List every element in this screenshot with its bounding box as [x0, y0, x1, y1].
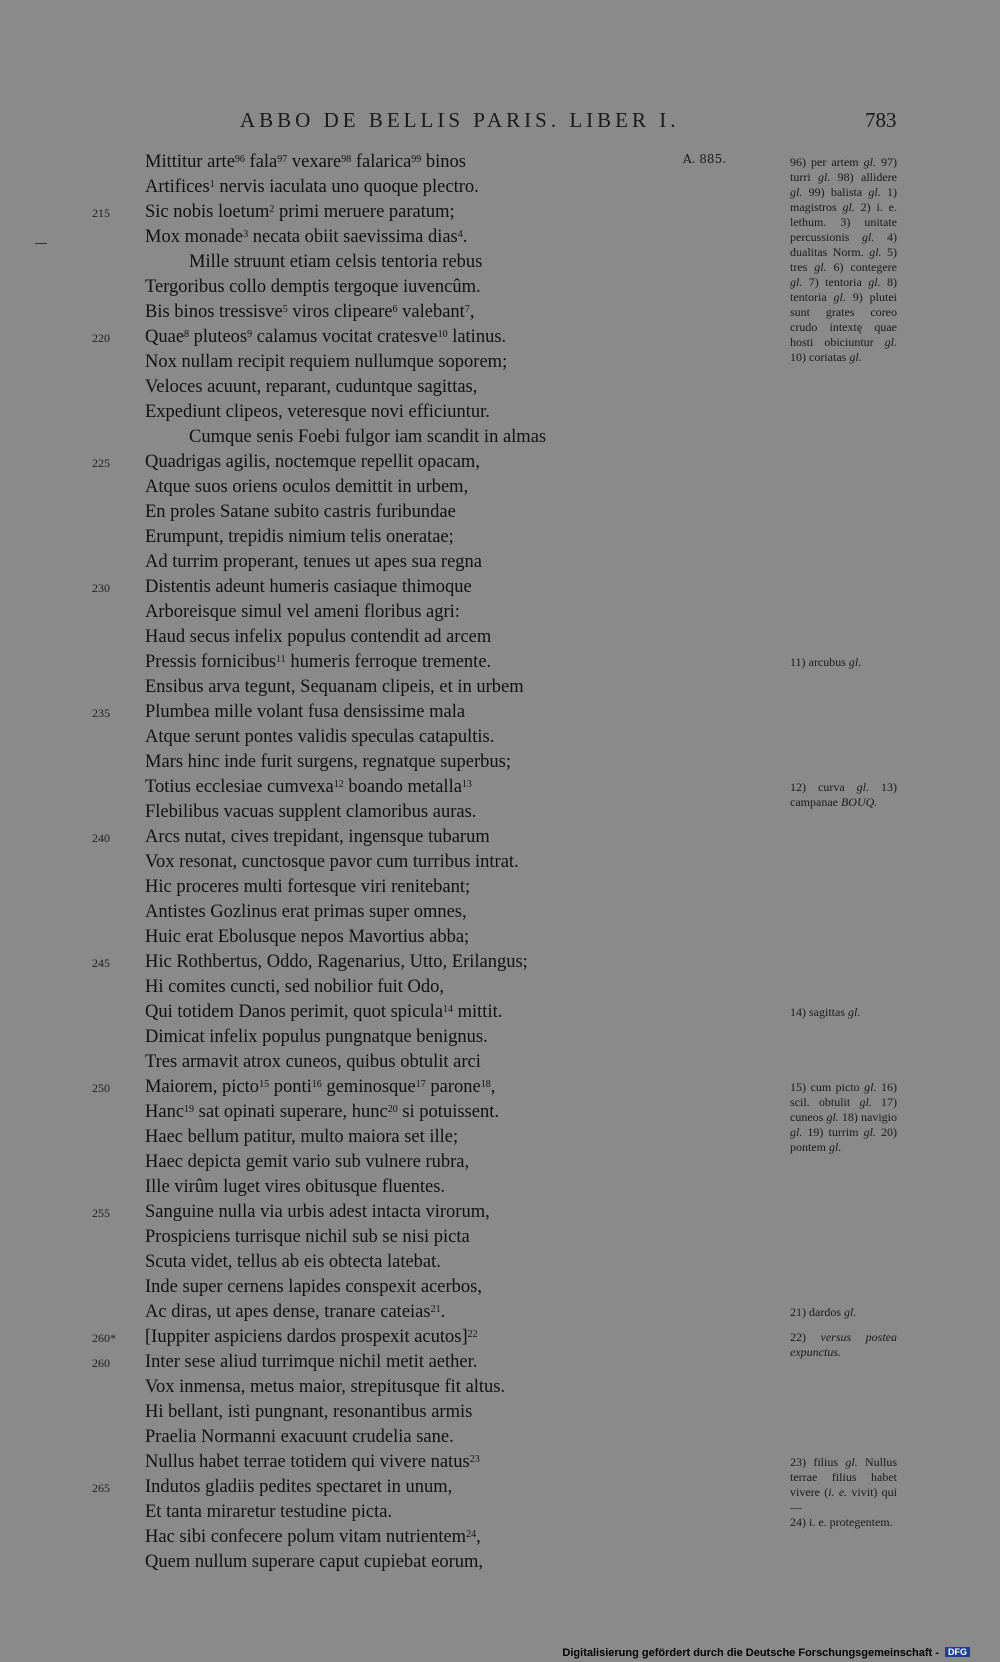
verse-text: Antistes Gozlinus erat primas super omnes,	[145, 902, 467, 922]
verse-text: Mars hinc inde furit surgens, regnatque superbus;	[145, 752, 511, 772]
gloss-note: 23) filius gl. Nullus terrae filius habet vivere (i. e. vivit) qui — 24) i. e. protegentem.	[790, 1455, 897, 1529]
verse-line	[0, 350, 720, 375]
line-number: 265	[92, 1481, 110, 1495]
verse-text: Dimicat infelix populus pungnatque benignus.	[145, 1027, 488, 1047]
dfg-logo: DFG	[945, 1647, 970, 1657]
verse-text: Mox monade$^3$ necata obiit saevissima dias$^4$.	[145, 227, 468, 247]
verse-text: Haec bellum patitur, multo maiora set ille;	[145, 1127, 459, 1147]
verse-line	[0, 450, 720, 475]
verse-text: Cumque senis Foebi fulgor iam scandit in almas	[189, 427, 547, 447]
verse-text: Inter sese aliud turrimque nichil metit aether.	[145, 1352, 478, 1372]
verse-line	[0, 1300, 720, 1325]
gloss-note: 96) per artem gl. 97) turri gl. 98) allidere gl. 99) balista gl. 1) magistros gl. 2) i. e. lethum. 3) unitate percussionis gl. 4) dualitas Norm. gl. 5) tres gl. 6) contegere gl. 7) tentoria gl. 8) tentoria gl. 9) plutei sunt grates coreo crudo intextę quae hosti obiciuntur gl. 10) coriatas gl.	[790, 155, 898, 364]
verse-line	[0, 175, 720, 200]
verse-text: Ad turrim properant, tenues ut apes sua regna	[145, 552, 483, 572]
verse-line	[0, 1475, 720, 1500]
verse-line	[0, 575, 720, 600]
verse-text: Hic Rothbertus, Oddo, Ragenarius, Utto, Erilangus;	[145, 952, 528, 972]
verse-text: Arcs nutat, cives trepidant, ingensque tubarum	[145, 827, 490, 847]
verse-line	[0, 725, 720, 750]
verse-line	[0, 1225, 720, 1250]
verse-line	[0, 150, 720, 175]
verse-line	[0, 750, 720, 775]
verse-text: Haud secus infelix populus contendit ad arcem	[145, 627, 492, 647]
verse-text: Ensibus arva tegunt, Sequanam clipeis, et in urbem	[145, 677, 524, 697]
verse-text: Hanc$^{19}$ sat opinati superare, hunc$^{20}$ si potuissent.	[145, 1102, 499, 1122]
line-number: 230	[92, 581, 110, 595]
gloss-note: 14) sagittas gl.	[790, 1005, 861, 1019]
verse-text: Hic proceres multi fortesque viri renitebant;	[145, 877, 471, 897]
running-title: ABBO DE BELLIS PARIS. LIBER I.	[240, 108, 680, 132]
verse-text: Expediunt clipeos, veteresque novi efficiuntur.	[145, 402, 490, 422]
verse-text: Vox resonat, cunctosque pavor cum turribus intrat.	[145, 852, 519, 872]
verse-text: Maiorem, picto$^{15}$ ponti$^{16}$ geminosque$^{17}$ parone$^{18}$,	[145, 1077, 496, 1097]
verse-line	[0, 600, 720, 625]
verse-text: Quem nullum superare caput cupiebat eorum,	[145, 1552, 484, 1572]
verse-line	[0, 1400, 720, 1425]
verse-text: Hi comites cuncti, sed nobilior fuit Odo,	[145, 977, 445, 997]
verse-line	[0, 300, 720, 325]
verse-text: Prospiciens turrisque nichil sub se nisi picta	[145, 1227, 470, 1247]
line-number: 260*	[92, 1331, 116, 1345]
verse-text: Atque suos oriens oculos demittit in urbem,	[145, 477, 469, 497]
verse-line	[0, 975, 720, 1000]
verse-text: Tergoribus collo demptis tergoque iuvencûm.	[145, 277, 481, 297]
verse-text: Artifices$^1$ nervis iaculata uno quoque plectro.	[145, 177, 479, 197]
gloss-note: 11) arcubus gl.	[790, 655, 862, 669]
verse-line	[0, 850, 720, 875]
verse-text: Nullus habet terrae totidem qui vivere natus$^{23}$	[145, 1452, 480, 1472]
digitization-credit	[562, 1647, 970, 1659]
verse-line	[0, 1125, 720, 1150]
verse-line	[0, 1175, 720, 1200]
verse-text: Tres armavit atrox cuneos, quibus obtulit arci	[145, 1052, 481, 1072]
line-number: 240	[92, 831, 110, 845]
verse-text: Arboreisque simul vel ameni floribus agri:	[145, 602, 460, 622]
verse-text: Vox inmensa, metus maior, strepitusque fit altus.	[145, 1377, 506, 1397]
line-number: 250	[92, 1081, 110, 1095]
verse-line	[0, 1550, 720, 1575]
verse-line	[0, 650, 720, 675]
verse-line	[0, 1275, 720, 1300]
gloss-note: 12) curva gl. 13) campanae BOUQ.	[790, 780, 897, 809]
verse-text: Praelia Normanni exacuunt crudelia sane.	[145, 1427, 454, 1447]
verse-text: Hac sibi confecere polum vitam nutrientem$^{24}$,	[145, 1527, 481, 1547]
verse-line	[0, 475, 720, 500]
verse-line	[0, 1325, 720, 1350]
verse-text: Huic erat Ebolusque nepos Mavortius abba;	[145, 927, 470, 947]
verse-line	[0, 1050, 720, 1075]
verse-line	[0, 1375, 720, 1400]
verse-line	[0, 500, 720, 525]
verse-line	[0, 550, 720, 575]
verse-text: Totius ecclesiae cumvexa$^{12}$ boando metalla$^{13}$	[145, 777, 472, 797]
verse-line	[0, 1425, 720, 1450]
verse-line	[0, 1100, 720, 1125]
verse-line	[0, 1150, 720, 1175]
verse-line	[0, 200, 720, 225]
credit-text: Digitalisierung gefördert durch die Deutsche Forschungsgemeinschaft -	[562, 1647, 939, 1659]
line-number: 215	[92, 206, 110, 220]
line-number: 260	[92, 1356, 110, 1370]
line-number: 225	[92, 456, 110, 470]
verse-text: Haec depicta gemit vario sub vulnere rubra,	[145, 1152, 470, 1172]
gloss-note: 21) dardos gl.	[790, 1305, 857, 1319]
verse-line	[0, 625, 720, 650]
verse-text: Mittitur arte$^{96}$ fala$^{97}$ vexare$^{98}$ falarica$^{99}$ binos	[145, 152, 466, 172]
line-number: 220	[92, 331, 110, 345]
verse-text: Scuta videt, tellus ab eis obtecta latebat.	[145, 1252, 441, 1272]
verse-line	[0, 325, 720, 350]
verse-line	[0, 675, 720, 700]
verse-text: Flebilibus vacuas supplent clamoribus auras.	[145, 802, 477, 822]
verse-text: En proles Satane subito castris furibundae	[145, 502, 456, 522]
verse-text: Veloces acuunt, reparant, cuduntque sagittas,	[145, 377, 478, 397]
verse-line	[0, 825, 720, 850]
verse-line	[0, 425, 720, 450]
verse-text: Hi bellant, isti pungnant, resonantibus armis	[145, 1402, 473, 1422]
verse-line	[0, 250, 720, 275]
verse-line	[0, 950, 720, 975]
line-number: 245	[92, 956, 110, 970]
verse-line	[0, 800, 720, 825]
gloss-note: 15) cum picto gl. 16) scil. obtulit gl. 17) cuneos gl. 18) navigio gl. 19) turrim gl. 20) pontem gl.	[790, 1080, 897, 1154]
verse-text: Sic nobis loetum$^2$ primi meruere paratum;	[145, 202, 455, 222]
verse-line	[0, 925, 720, 950]
verse-text: Ac diras, ut apes dense, tranare cateias$^{21}$.	[145, 1302, 446, 1322]
verse-line	[0, 275, 720, 300]
verse-text: Qui totidem Danos perimit, quot spicula$^{14}$ mittit.	[145, 1002, 503, 1022]
verse-text: Pressis fornicibus$^{11}$ humeris ferroque tremente.	[145, 652, 492, 672]
verse-text: Plumbea mille volant fusa densissime mala	[145, 702, 466, 722]
verse-line	[0, 775, 720, 800]
verse-line	[0, 1250, 720, 1275]
verse-line	[0, 900, 720, 925]
verse-text: Quae$^8$ pluteos$^9$ calamus vocitat cratesve$^{10}$ latinus.	[145, 327, 507, 347]
verse-line	[0, 1200, 720, 1225]
verse-line	[0, 1525, 720, 1550]
verse-line	[0, 400, 720, 425]
verse-text: Indutos gladiis pedites spectaret in unum,	[145, 1477, 453, 1497]
verse-line	[0, 375, 720, 400]
gloss-note: 22) versus postea expunctus.	[790, 1330, 897, 1359]
date-margin-note: A. 885.	[683, 152, 727, 166]
line-number: 255	[92, 1206, 110, 1220]
verse-line	[0, 1025, 720, 1050]
verse-text: Inde super cernens lapides conspexit acerbos,	[145, 1277, 482, 1297]
verse-text: Et tanta miraretur testudine picta.	[145, 1502, 393, 1522]
verse-text: Bis binos tressisve$^5$ viros clipeare$^6$ valebant$^7$,	[145, 302, 475, 322]
verse-text: Quadrigas agilis, noctemque repellit opacam,	[145, 452, 480, 472]
verse-text: Mille struunt etiam celsis tentoria rebus	[189, 252, 483, 272]
verse-text: Erumpunt, trepidis nimium telis oneratae;	[145, 527, 454, 547]
verse-text: Atque serunt pontes validis speculas catapultis.	[145, 727, 495, 747]
verse-line	[0, 1350, 720, 1375]
verse-line	[0, 1075, 720, 1100]
verse-line	[0, 875, 720, 900]
verse-line	[0, 1000, 720, 1025]
verse-line	[0, 700, 720, 725]
line-number: 235	[92, 706, 110, 720]
verse-line	[0, 225, 720, 250]
verse-text: [Iuppiter aspiciens dardos prospexit acutos]$^{22}$	[145, 1327, 478, 1347]
verse-text: Ille virûm luget vires obitusque fluentes.	[145, 1177, 446, 1197]
verse-line	[0, 525, 720, 550]
verse-text: Distentis adeunt humeris casiaque thimoque	[145, 577, 472, 597]
verse-text: Sanguine nulla via urbis adest intacta virorum,	[145, 1202, 490, 1222]
verse-line	[0, 1450, 720, 1475]
page-number: 783	[865, 108, 897, 132]
verse-text: Nox nullam recipit requiem nullumque soporem;	[145, 352, 508, 372]
verse-line	[0, 1500, 720, 1525]
